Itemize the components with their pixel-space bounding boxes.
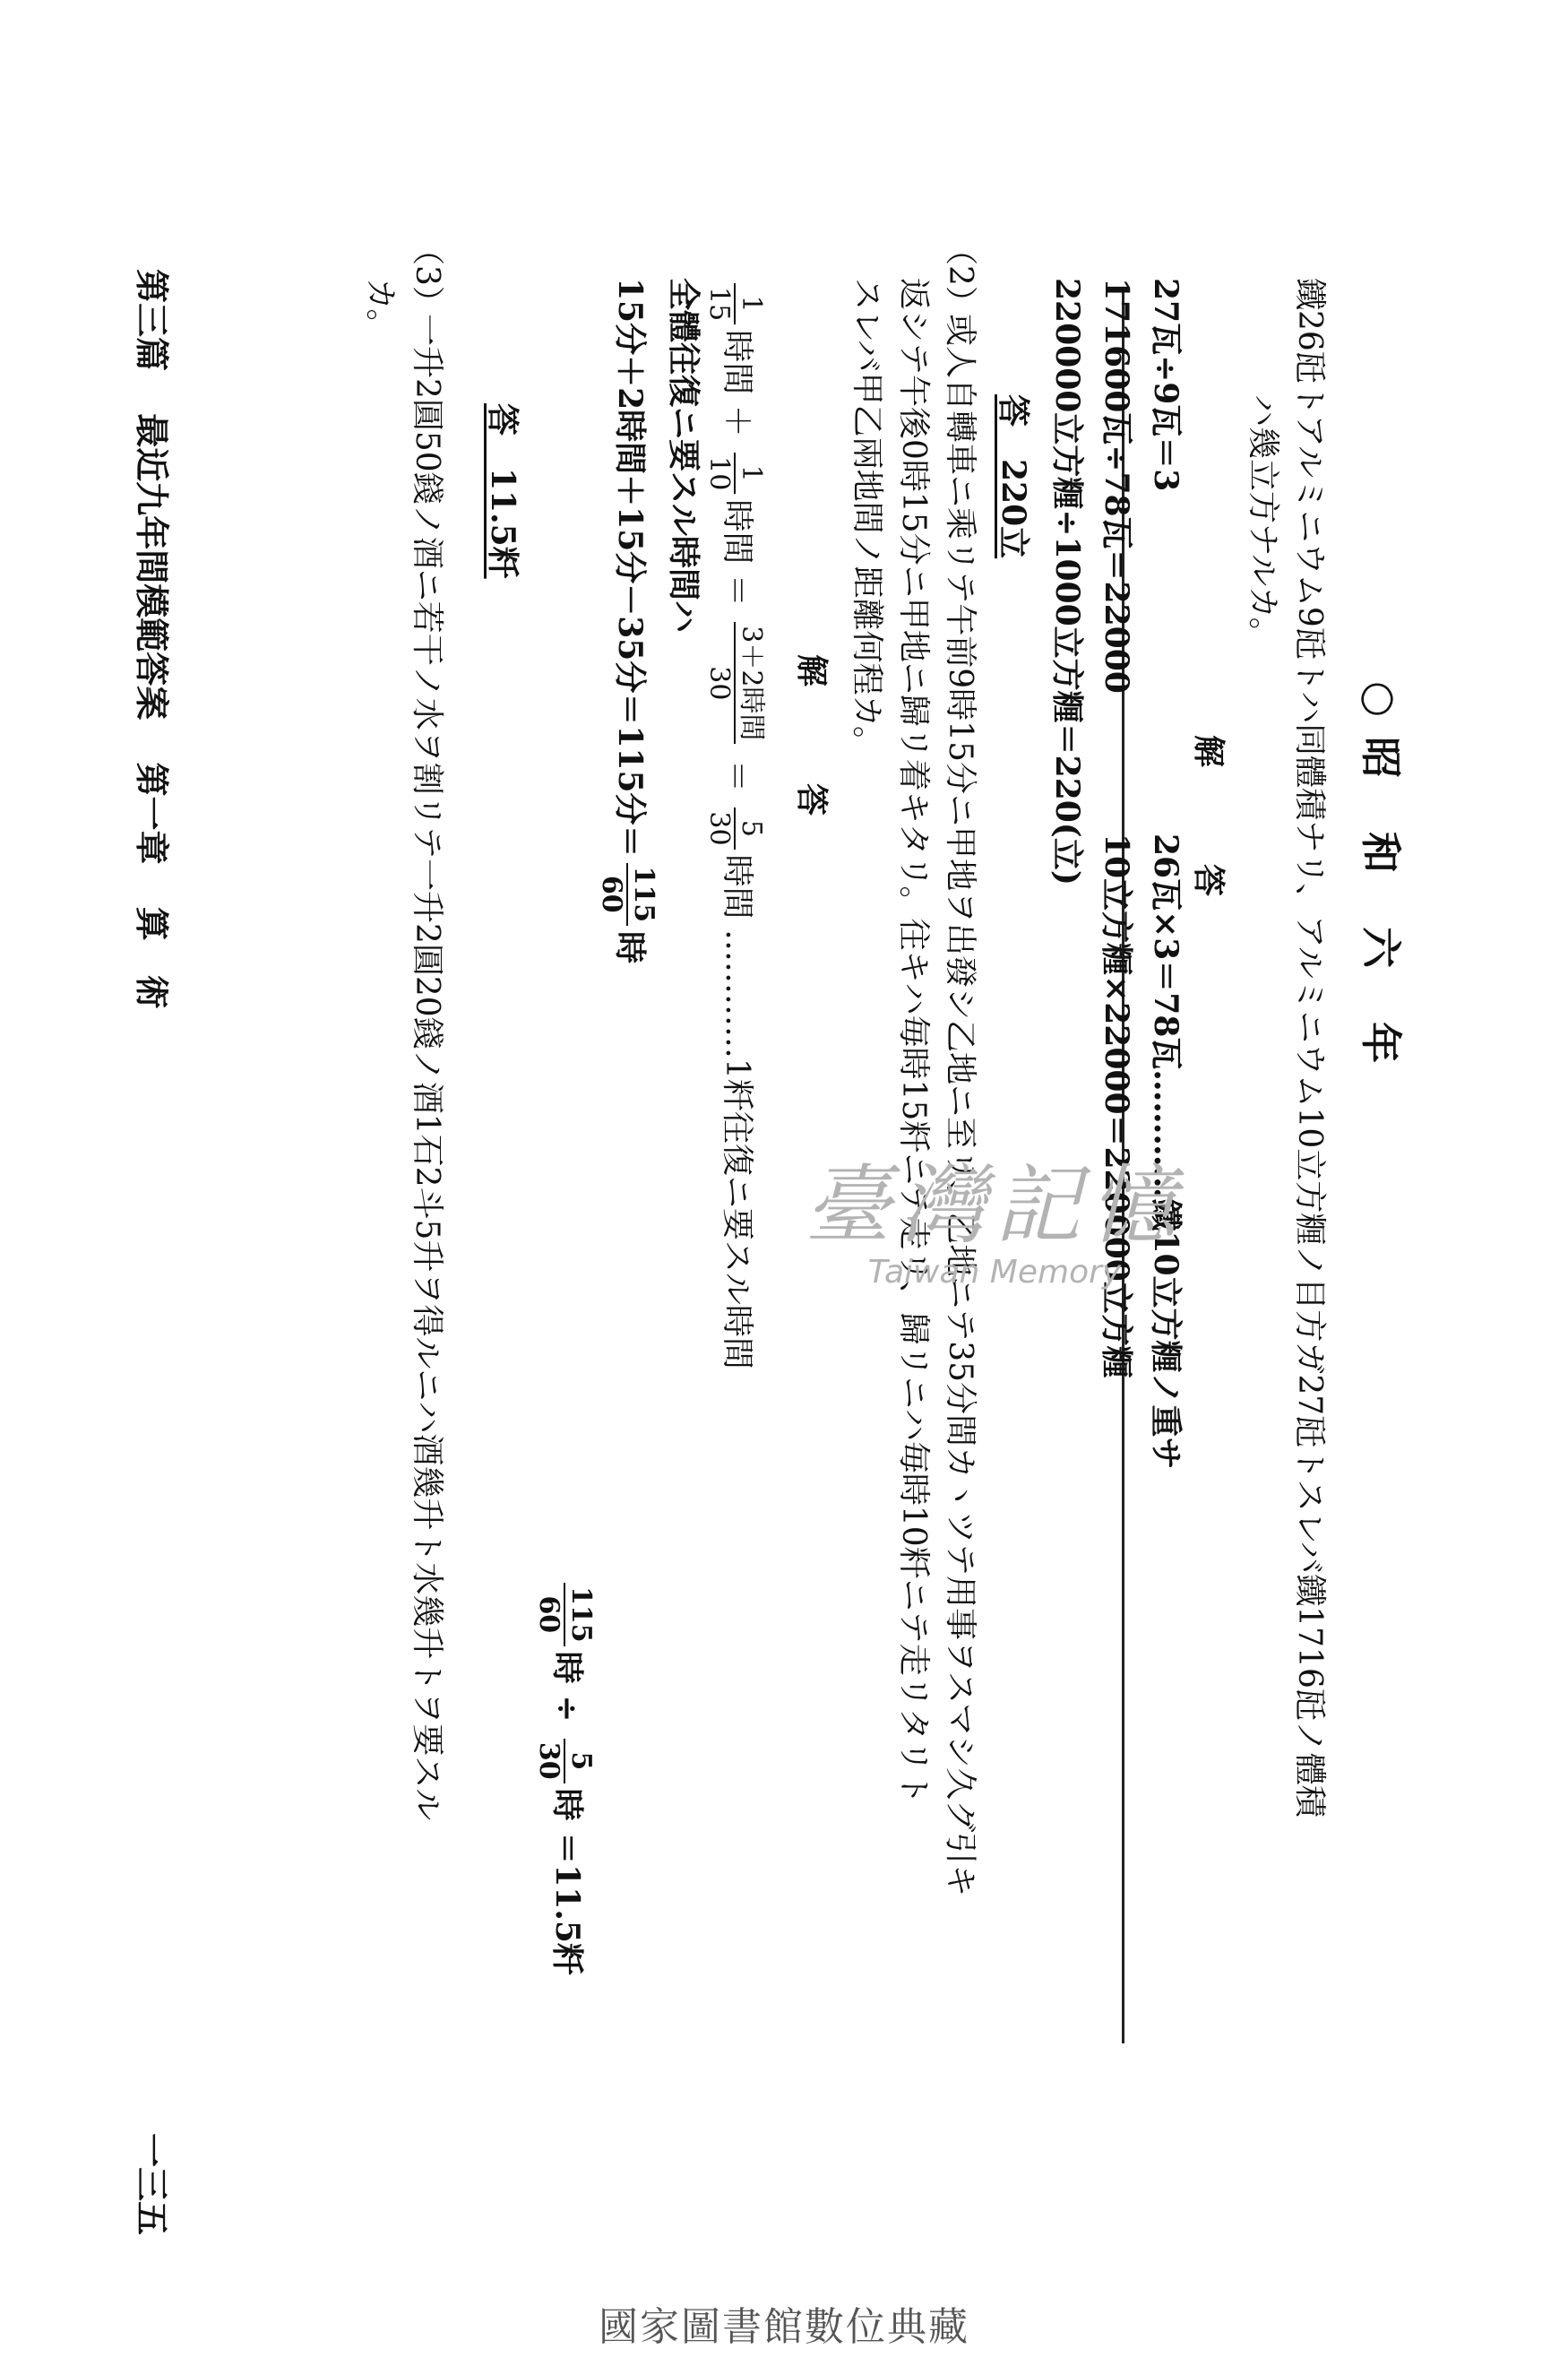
q1-step-1b: 26瓦×3＝78瓦…………鐵10立方糎ノ重サ [1147, 833, 1185, 1470]
q1-step-3: 220000立方糎÷1000立方糎＝220(立) [1048, 278, 1086, 885]
header-chapter: 第一章 [132, 762, 172, 865]
header-subject: 算 術 [132, 906, 172, 1009]
q2-answer: 答 11.5粁 [484, 403, 521, 579]
fraction-5: 115 60 [596, 863, 659, 927]
q2-division-line: 115 60 時 ÷ 5 30 時 ＝11.5粁 [533, 1577, 596, 1975]
q2-minutes-line: 15分＋2時間＋15分－35分＝115分＝ 115 60 時 [596, 278, 659, 964]
q1-question-line-2: ハ幾立方ナルカ。 [1245, 394, 1281, 650]
q2-question-line-3: スレバ甲乙兩地間ノ距離何程カ。 [849, 278, 885, 759]
q3-question-line-1: 一升2圓50錢ノ酒ニ若干ノ水ヲ割リテ一升2圓20錢ノ酒1石2斗5升ヲ得ルニハ酒幾升ト水幾升トヲ要スル [409, 314, 445, 1821]
q3-question-line-2: カ。 [362, 278, 399, 341]
page-number: 一三五 [132, 2133, 172, 2236]
q1-question-line-1: 鐵26瓩トアルミニウム9瓩トハ同體積ナリ、アルミニウム10立方糎ノ目方ガ27瓩トスレバ鐵1716瓩ノ體積 [1291, 278, 1328, 1818]
fraction-7: 5 30 [533, 1739, 596, 1783]
q2-solution-heading: 解 答 [793, 654, 831, 816]
fraction-1: 1 15 [703, 283, 766, 324]
q2-number: （2） [942, 233, 978, 318]
q3-number: （3） [409, 233, 445, 318]
q1-step-1: 27瓦÷9瓦＝3 [1147, 278, 1185, 492]
q1-answer: 答 220立 [995, 394, 1032, 559]
section-title: ○昭 和 六 年 [1357, 681, 1405, 1084]
fraction-4: 5 30 [703, 808, 766, 849]
q2-question-line-1: 或人自轉車ニ乘リテ午前9時15分ニ甲地ヲ出發シ乙地ニ至リ、乙地ニテ35分間カヽツテ用事ヲスマシ久グ引キ [942, 314, 978, 1897]
fraction-6: 115 60 [533, 1583, 596, 1646]
q1-step-2b: 10立方糎×22000＝220000立方糎 [1098, 833, 1135, 1378]
q1-step-2: 171600瓦÷78瓦＝22000 [1098, 278, 1135, 694]
q2-fraction-line: 1 15 時間 ＋ 1 10 時間 ＝ 3＋2時間 30 ＝ 5 30 時間 …………1粁往復ニ要スル時間 [703, 278, 766, 1369]
q2-total-line: 全體往復ニ要スル時間ハ [665, 278, 702, 634]
taiwan-memory-watermark: 臺灣記憶 Taiwan Memory [805, 1155, 1185, 1291]
q2-question-line-2: 返シテ午後0時15分ニ甲地ニ歸リ着キタリ。往キハ毎時15粁ニテ走リ、歸リニハ毎時10粁ニテ走リタリト [895, 278, 932, 1805]
library-footer: 國家圖書館數位典藏 [599, 2304, 969, 2350]
running-header [130, 269, 179, 2312]
header-part: 第三篇 [132, 269, 172, 372]
header-title: 最近九年間模範答案 [132, 413, 172, 721]
q1-solution-heading: 解 答 [1190, 735, 1228, 897]
fraction-2: 1 10 [703, 453, 766, 494]
fraction-3: 3＋2時間 30 [703, 622, 766, 744]
